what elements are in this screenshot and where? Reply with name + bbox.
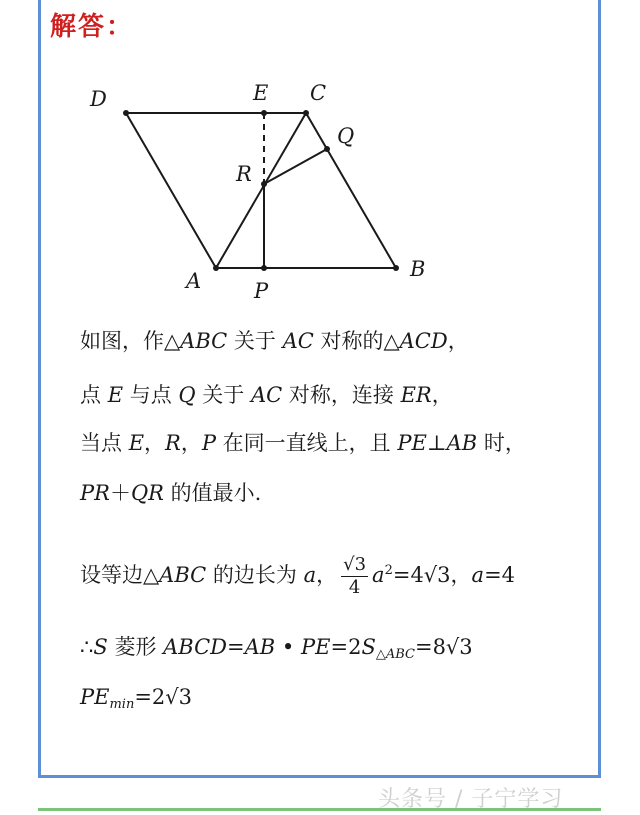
solution-line-5: 设等边△ABC 的边长为 a， $\frac{√3}{4}$ $a^2=4√3$，a=4 (80, 554, 516, 598)
label-D: D (90, 87, 107, 111)
frame-bottom-border (38, 775, 601, 778)
point-E (261, 110, 267, 116)
solution-line-6: ∴S 菱形 ABCD=AB • $PE=2S_{\triangle ABC}=8√3$ (80, 635, 473, 662)
label-C: C (310, 81, 327, 105)
watermark: 头条号 / 子宁学习 (378, 787, 564, 812)
point-R (261, 181, 267, 187)
point-C (303, 110, 309, 116)
label-B: B (410, 257, 426, 281)
solution-line-7: $PE_{min}=2√3$ (80, 685, 193, 712)
solution-line-4: PR＋QR 的值最小. (80, 481, 262, 505)
label-Q: Q (337, 124, 355, 148)
answer-heading: 解答： (50, 12, 135, 42)
segment-DA (126, 113, 216, 268)
solution-line-3: 当点 E，R，P 在同一直线上，且 PE⊥AB 时， (80, 431, 526, 455)
segment-AC (216, 113, 306, 268)
point-A (213, 265, 219, 271)
label-E: E (253, 81, 269, 105)
label-R: R (236, 162, 252, 186)
point-B (393, 265, 399, 271)
segment-RQ (264, 149, 327, 184)
point-P (261, 265, 267, 271)
solution-line-1: 如图，作△ABC 关于 AC 对称的△ACD， (80, 329, 469, 353)
solution-line-2: 点 E 与点 Q 关于 AC 对称，连接 ER， (80, 383, 453, 407)
label-A: A (186, 269, 202, 293)
frame-right-border (598, 0, 601, 778)
point-D (123, 110, 129, 116)
point-Q (324, 146, 330, 152)
geometry-figure (70, 70, 450, 310)
fraction-sqrt3-over-4: $\frac{√3}{4}$ (343, 554, 367, 598)
frame-left-border (38, 0, 41, 778)
label-P: P (254, 279, 269, 303)
